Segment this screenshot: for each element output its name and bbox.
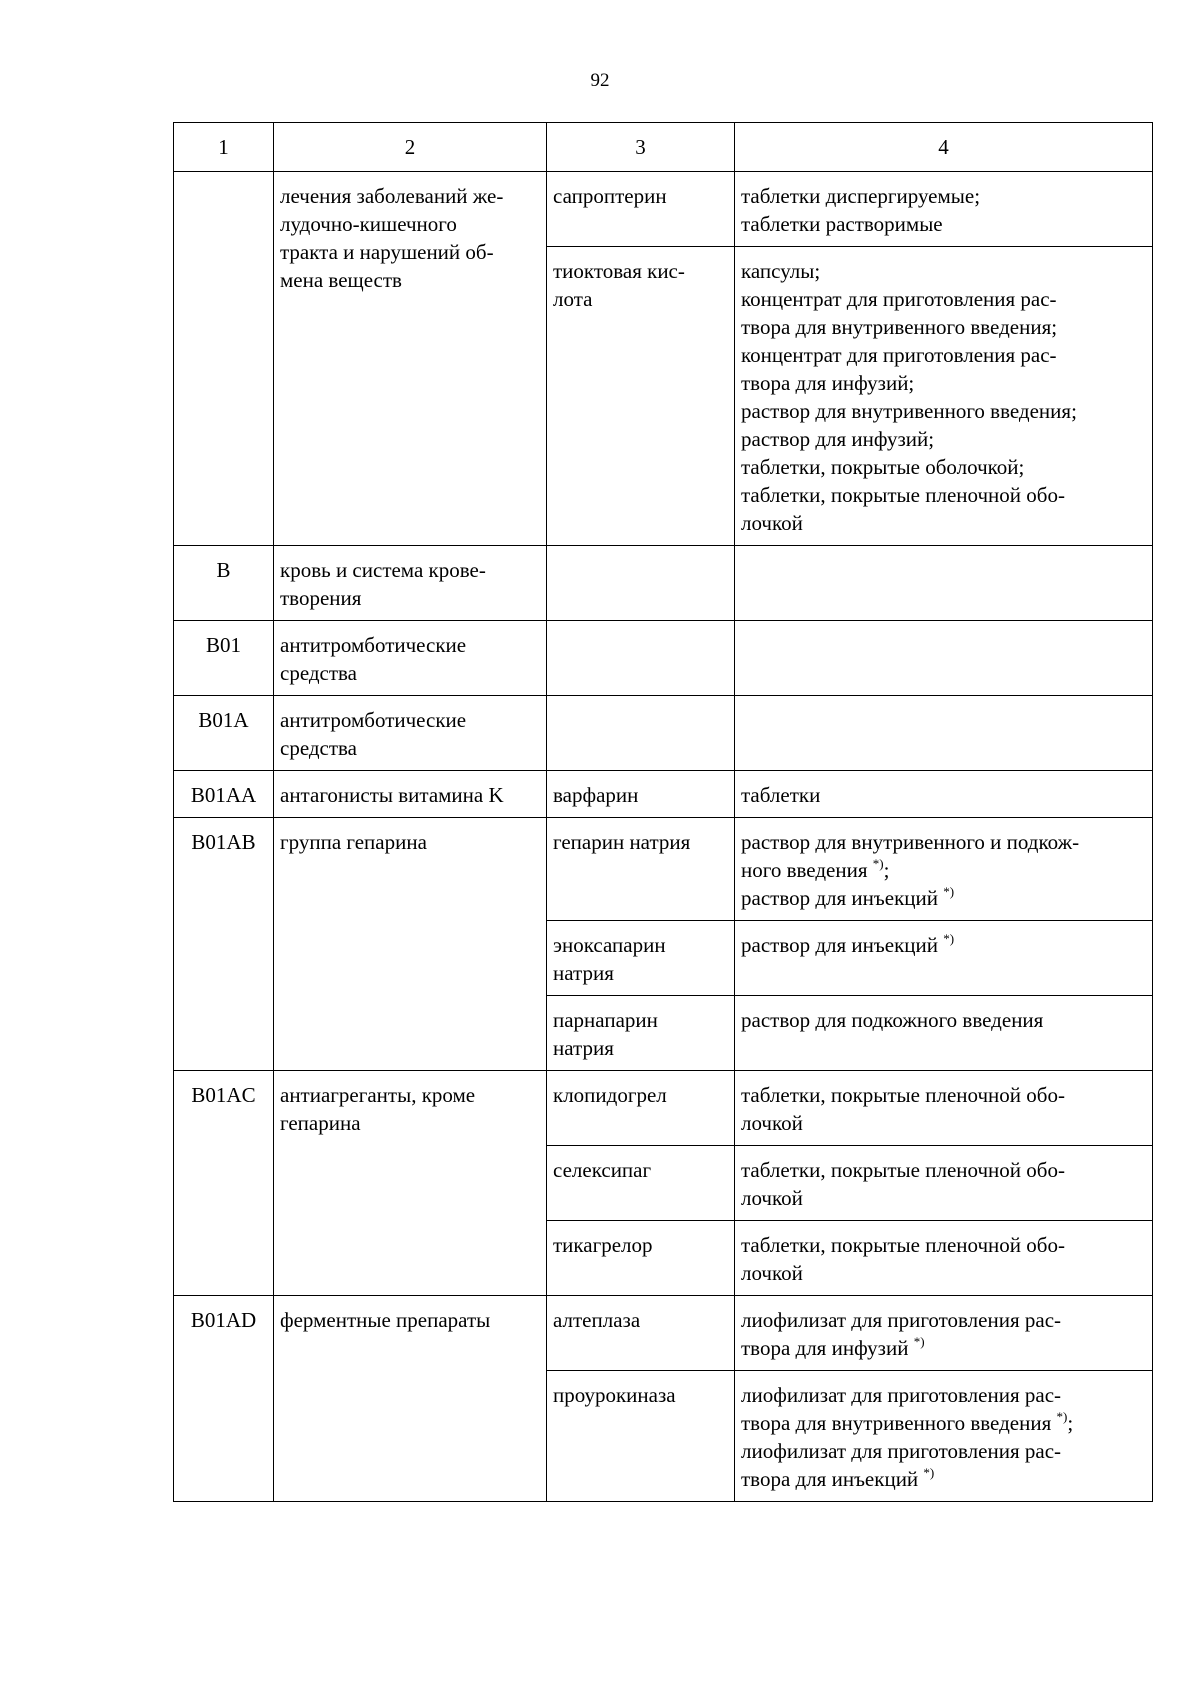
footnote-mark: *): [1056, 1409, 1068, 1424]
page-number: 92: [590, 70, 610, 91]
dosage-form-text: лочкой: [741, 1261, 803, 1285]
dosage-form-text: твора для инъекций: [741, 1467, 924, 1491]
dosage-form-line: [741, 425, 1146, 453]
drug-name-line: натрия: [553, 1036, 614, 1060]
footnote-mark: *): [913, 1334, 925, 1349]
dosage-form-text: твора для инфузий: [741, 1336, 914, 1360]
group-name-line: средства: [280, 736, 358, 760]
dosage-form-line: [741, 453, 1146, 481]
header-col-2: 2: [274, 123, 547, 172]
group-name-line: творения: [280, 586, 362, 610]
dosage-form-line: [741, 1259, 1146, 1287]
group-name-line: группа гепарина: [280, 830, 427, 854]
dosage-form-text: таблетки диспергируемые;: [741, 184, 981, 208]
dosage-form-text: твора для внутривенного введения;: [741, 315, 1058, 339]
drug-name-line: селексипаг: [553, 1158, 652, 1182]
dosage-form-line: [741, 257, 1146, 285]
table-row: [174, 621, 1153, 696]
drug-name-cell: [547, 1221, 735, 1296]
group-name-line: антитромботические: [280, 633, 467, 657]
dosage-form-text: твора для внутривенного введения: [741, 1411, 1057, 1435]
atc-code-cell: B: [174, 546, 274, 621]
group-name-line: антитромботические: [280, 708, 467, 732]
group-name-cell: [274, 1296, 547, 1502]
atc-code-cell: B01: [174, 621, 274, 696]
table-row: [174, 771, 1153, 818]
dosage-form-line: [741, 1081, 1146, 1109]
group-name-line: гепарина: [280, 1111, 361, 1135]
atc-code-cell: B01AA: [174, 771, 274, 818]
dosage-form-line: [741, 369, 1146, 397]
dosage-forms-cell: [735, 1371, 1153, 1502]
dosage-form-line: [741, 1381, 1146, 1409]
header-row: [174, 123, 1153, 172]
group-name-cell: [274, 621, 547, 696]
dosage-form-line: [741, 781, 1146, 809]
table-row: [174, 1296, 1153, 1371]
drug-name-line: сапроптерин: [553, 184, 667, 208]
dosage-form-text: раствор для внутривенного введения;: [741, 399, 1077, 423]
dosage-forms-cell: [735, 1146, 1153, 1221]
dosage-forms-cell: [735, 1221, 1153, 1296]
table-row: [174, 818, 1153, 921]
dosage-forms-cell: [735, 546, 1153, 621]
table-row: [174, 1071, 1153, 1146]
group-name-cell: [274, 172, 547, 546]
dosage-form-line: [741, 856, 1146, 884]
dosage-form-line: [741, 285, 1146, 313]
dosage-forms-cell: [735, 1071, 1153, 1146]
group-name-line: лудочно-кишечного: [280, 212, 457, 236]
dosage-form-line: [741, 1306, 1146, 1334]
group-name-cell: [274, 818, 547, 1071]
dosage-forms-cell: [735, 247, 1153, 546]
dosage-form-text: раствор для инфузий;: [741, 427, 935, 451]
drug-name-cell: [547, 247, 735, 546]
dosage-form-text: лочкой: [741, 1186, 803, 1210]
dosage-forms-cell: [735, 696, 1153, 771]
group-name-line: лечения заболеваний же-: [280, 184, 504, 208]
dosage-form-text: таблетки растворимые: [741, 212, 943, 236]
dosage-form-text: таблетки, покрытые пленочной обо-: [741, 1083, 1065, 1107]
drug-name-line: эноксапарин: [553, 933, 666, 957]
dosage-form-line: [741, 1156, 1146, 1184]
group-name-cell: [274, 546, 547, 621]
dosage-form-text: таблетки: [741, 783, 821, 807]
dosage-form-text: лиофилизат для приготовления рас-: [741, 1439, 1062, 1463]
dosage-form-text: ного введения: [741, 858, 873, 882]
dosage-form-line: [741, 481, 1146, 509]
group-name-line: кровь и система крове-: [280, 558, 486, 582]
footnote-mark: *): [943, 931, 955, 946]
dosage-forms-cell: [735, 1296, 1153, 1371]
dosage-form-line: [741, 182, 1146, 210]
atc-code-cell: B01AC: [174, 1071, 274, 1296]
group-name-line: антагонисты витамина K: [280, 783, 504, 807]
dosage-forms-cell: [735, 921, 1153, 996]
dosage-form-line: [741, 1184, 1146, 1212]
table-row: [174, 546, 1153, 621]
group-name-cell: [274, 1071, 547, 1296]
table-body: [174, 172, 1153, 1502]
drug-name-cell: [547, 996, 735, 1071]
dosage-form-line: [741, 1109, 1146, 1137]
drug-name-cell: [547, 1371, 735, 1502]
header-col-4: 4: [735, 123, 1153, 172]
footnote-mark: *): [923, 1465, 935, 1480]
dosage-form-text: концентрат для приготовления рас-: [741, 287, 1057, 311]
dosage-forms-cell: [735, 172, 1153, 247]
dosage-form-line: [741, 1231, 1146, 1259]
footnote-mark: *): [943, 884, 955, 899]
drug-name-cell: [547, 921, 735, 996]
header-col-3: 3: [547, 123, 735, 172]
group-name-line: ферментные препараты: [280, 1308, 491, 1332]
dosage-form-line: [741, 509, 1146, 537]
dosage-form-text: раствор для инъекций: [741, 933, 944, 957]
dosage-form-line: [741, 313, 1146, 341]
dosage-form-text: лиофилизат для приготовления рас-: [741, 1383, 1062, 1407]
dosage-form-line: [741, 210, 1146, 238]
drug-name-cell: [547, 818, 735, 921]
group-name-line: мена веществ: [280, 268, 402, 292]
table-row: [174, 696, 1153, 771]
drug-name-line: клопидогрел: [553, 1083, 667, 1107]
drug-name-cell: [547, 696, 735, 771]
group-name-cell: [274, 696, 547, 771]
dosage-form-punct: ;: [883, 858, 890, 882]
dosage-form-text: твора для инфузий;: [741, 371, 915, 395]
drug-name-cell: [547, 546, 735, 621]
dosage-form-line: [741, 1334, 1146, 1362]
drug-name-line: варфарин: [553, 783, 639, 807]
dosage-form-line: [741, 1465, 1146, 1493]
drug-name-line: парнапарин: [553, 1008, 658, 1032]
dosage-form-text: раствор для инъекций: [741, 886, 944, 910]
dosage-form-line: [741, 931, 1146, 959]
dosage-form-line: [741, 884, 1146, 912]
dosage-form-line: [741, 828, 1146, 856]
dosage-form-text: раствор для подкожного введения: [741, 1008, 1044, 1032]
table-row: [174, 172, 1153, 247]
drug-name-line: лота: [553, 287, 593, 311]
header-col-1: 1: [174, 123, 274, 172]
drug-name-line: алтеплаза: [553, 1308, 641, 1332]
dosage-form-text: концентрат для приготовления рас-: [741, 343, 1057, 367]
dosage-form-text: таблетки, покрытые оболочкой;: [741, 455, 1025, 479]
atc-code-cell: B01A: [174, 696, 274, 771]
dosage-form-line: [741, 341, 1146, 369]
dosage-form-text: таблетки, покрытые пленочной обо-: [741, 1158, 1065, 1182]
dosage-form-text: лочкой: [741, 1111, 803, 1135]
dosage-form-text: таблетки, покрытые пленочной обо-: [741, 1233, 1065, 1257]
dosage-form-text: капсулы;: [741, 259, 821, 283]
dosage-form-line: [741, 397, 1146, 425]
dosage-form-text: лиофилизат для приготовления рас-: [741, 1308, 1062, 1332]
dosage-form-text: таблетки, покрытые пленочной обо-: [741, 483, 1065, 507]
dosage-form-punct: ;: [1067, 1411, 1074, 1435]
atc-code-cell: [174, 172, 274, 546]
drug-name-line: тикагрелор: [553, 1233, 653, 1257]
dosage-forms-cell: [735, 771, 1153, 818]
drug-name-line: проурокиназа: [553, 1383, 676, 1407]
dosage-form-line: [741, 1409, 1146, 1437]
drug-name-line: гепарин натрия: [553, 830, 691, 854]
atc-code-cell: B01AB: [174, 818, 274, 1071]
dosage-form-text: раствор для внутривенного и подкож-: [741, 830, 1080, 854]
dosage-form-line: [741, 1006, 1146, 1034]
drug-name-cell: [547, 771, 735, 818]
atc-code-cell: B01AD: [174, 1296, 274, 1502]
drug-name-cell: [547, 1296, 735, 1371]
group-name-line: средства: [280, 661, 358, 685]
drug-name-line: натрия: [553, 961, 614, 985]
group-name-line: тракта и нарушений об-: [280, 240, 494, 264]
drug-name-cell: [547, 172, 735, 247]
dosage-forms-cell: [735, 818, 1153, 921]
group-name-line: антиагреганты, кроме: [280, 1083, 476, 1107]
drug-name-line: тиоктовая кис-: [553, 259, 685, 283]
footnote-mark: *): [872, 856, 884, 871]
group-name-cell: [274, 771, 547, 818]
drug-name-cell: [547, 1071, 735, 1146]
dosage-forms-cell: [735, 996, 1153, 1071]
dosage-forms-cell: [735, 621, 1153, 696]
drug-table: [173, 122, 1153, 1502]
drug-name-cell: [547, 1146, 735, 1221]
dosage-form-line: [741, 1437, 1146, 1465]
dosage-form-text: лочкой: [741, 511, 803, 535]
drug-name-cell: [547, 621, 735, 696]
